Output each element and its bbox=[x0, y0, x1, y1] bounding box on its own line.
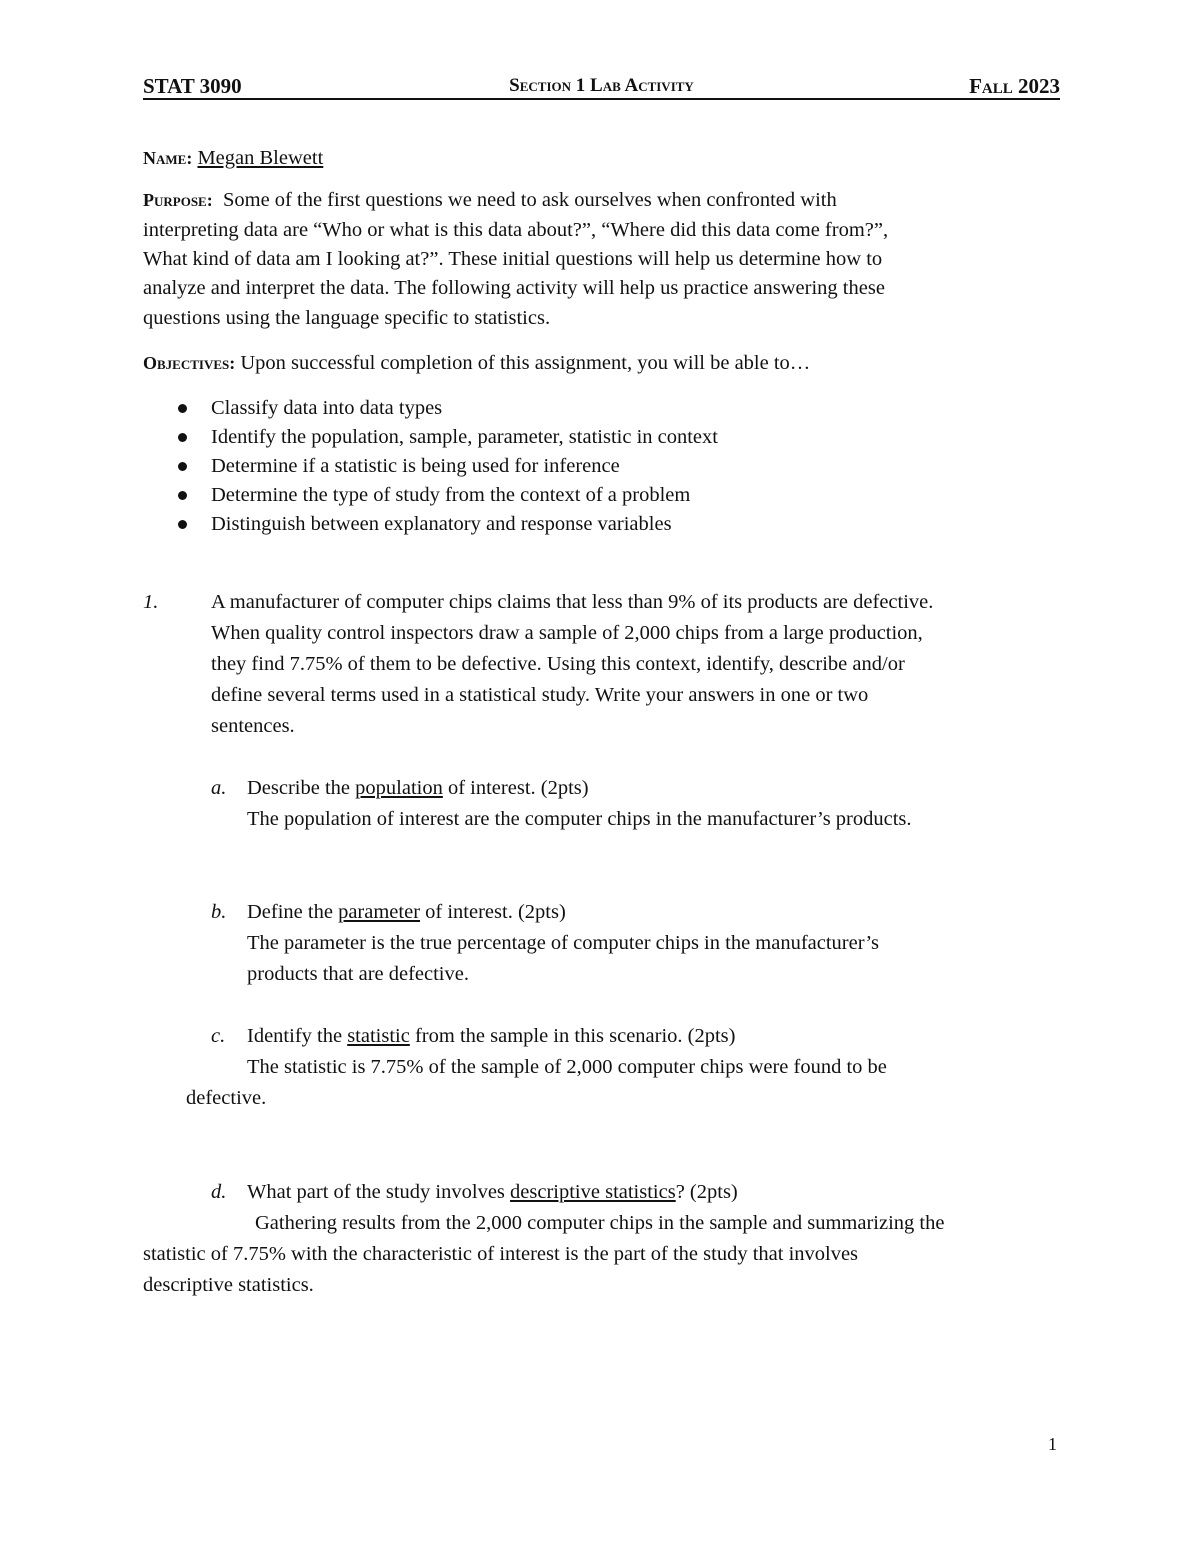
question-text-line: they find 7.75% of them to be defective. Using this context, identify, describe and/or bbox=[211, 653, 905, 675]
name-label: Name: bbox=[143, 148, 193, 168]
part-c-answer: The statistic is 7.75% of the sample of 2,000 computer chips were found to be bbox=[247, 1056, 887, 1078]
purpose-line-1: Purpose: Some of the first questions we need to ask ourselves when confronted with bbox=[143, 189, 837, 211]
objective-item: Classify data into data types bbox=[211, 397, 443, 419]
part-c-label: c. bbox=[211, 1025, 226, 1047]
objectives-label: Objectives: bbox=[143, 353, 236, 373]
part-d-answer: Gathering results from the 2,000 computer chips in the sample and summarizing the bbox=[255, 1212, 945, 1234]
purpose-line-2: interpreting data are “Who or what is this data about?”, “Where did this data come from?”, bbox=[143, 219, 889, 241]
question-number: 1. bbox=[143, 591, 159, 613]
part-a-label: a. bbox=[211, 777, 227, 799]
page-number: 1 bbox=[1048, 1434, 1057, 1454]
student-name: Megan Blewett bbox=[197, 147, 324, 169]
term-population: population bbox=[355, 777, 443, 799]
term-statistic: statistic bbox=[347, 1025, 410, 1047]
course-code: STAT 3090 bbox=[143, 74, 242, 98]
part-b-answer: The parameter is the true percentage of computer chips in the manufacturer’s bbox=[247, 932, 879, 954]
part-d-label: d. bbox=[211, 1181, 227, 1203]
part-b-prompt: Define the parameter of interest. (2pts) bbox=[247, 901, 566, 923]
part-b-label: b. bbox=[211, 901, 227, 923]
purpose-line-4: analyze and interpret the data. The following activity will help us practice answering these bbox=[143, 277, 885, 299]
purpose-line-3: What kind of data am I looking at?”. These initial questions will help us determine how to bbox=[143, 248, 883, 270]
purpose-label: Purpose: bbox=[143, 190, 213, 210]
part-a-prompt: Describe the population of interest. (2pts) bbox=[247, 777, 589, 799]
term: Fall 2023 bbox=[969, 74, 1060, 98]
part-a-answer: The population of interest are the computer chips in the manufacturer’s products. bbox=[247, 808, 912, 830]
objective-item: Distinguish between explanatory and response variables bbox=[211, 513, 672, 535]
objective-item: Identify the population, sample, parameter, statistic in context bbox=[211, 426, 718, 448]
section-title: Section 1 Lab Activity bbox=[509, 75, 694, 96]
part-d-prompt: What part of the study involves descriptive statistics? (2pts) bbox=[247, 1181, 738, 1203]
part-b-answer: products that are defective. bbox=[247, 963, 469, 985]
question-text-line: sentences. bbox=[211, 715, 295, 737]
part-d-answer: descriptive statistics. bbox=[143, 1274, 314, 1296]
part-c-prompt: Identify the statistic from the sample in this scenario. (2pts) bbox=[247, 1025, 736, 1047]
bullet-icon bbox=[178, 404, 187, 413]
objectives-intro: Upon successful completion of this assignment, you will be able to… bbox=[240, 352, 811, 374]
bullet-icon bbox=[178, 462, 187, 471]
objective-item: Determine if a statistic is being used for inference bbox=[211, 455, 620, 477]
question-text-line: When quality control inspectors draw a sample of 2,000 chips from a large production, bbox=[211, 622, 923, 644]
bullet-icon bbox=[178, 491, 187, 500]
question-text-line: define several terms used in a statistical study. Write your answers in one or two bbox=[211, 684, 869, 706]
term-parameter: parameter bbox=[338, 901, 421, 923]
objective-item: Determine the type of study from the context of a problem bbox=[211, 484, 691, 506]
question-text-line: A manufacturer of computer chips claims that less than 9% of its products are defective. bbox=[211, 591, 934, 613]
bullet-icon bbox=[178, 433, 187, 442]
name-line bbox=[143, 146, 417, 170]
bullet-icon bbox=[178, 520, 187, 529]
part-d-answer: statistic of 7.75% with the characteristic of interest is the part of the study that involves bbox=[143, 1243, 859, 1265]
term-descriptive-statistics: descriptive statistics bbox=[510, 1181, 676, 1203]
page-header bbox=[143, 72, 1060, 100]
part-c-answer: defective. bbox=[186, 1087, 267, 1109]
objectives-line bbox=[143, 351, 810, 375]
purpose-line-5: questions using the language specific to statistics. bbox=[143, 307, 551, 329]
